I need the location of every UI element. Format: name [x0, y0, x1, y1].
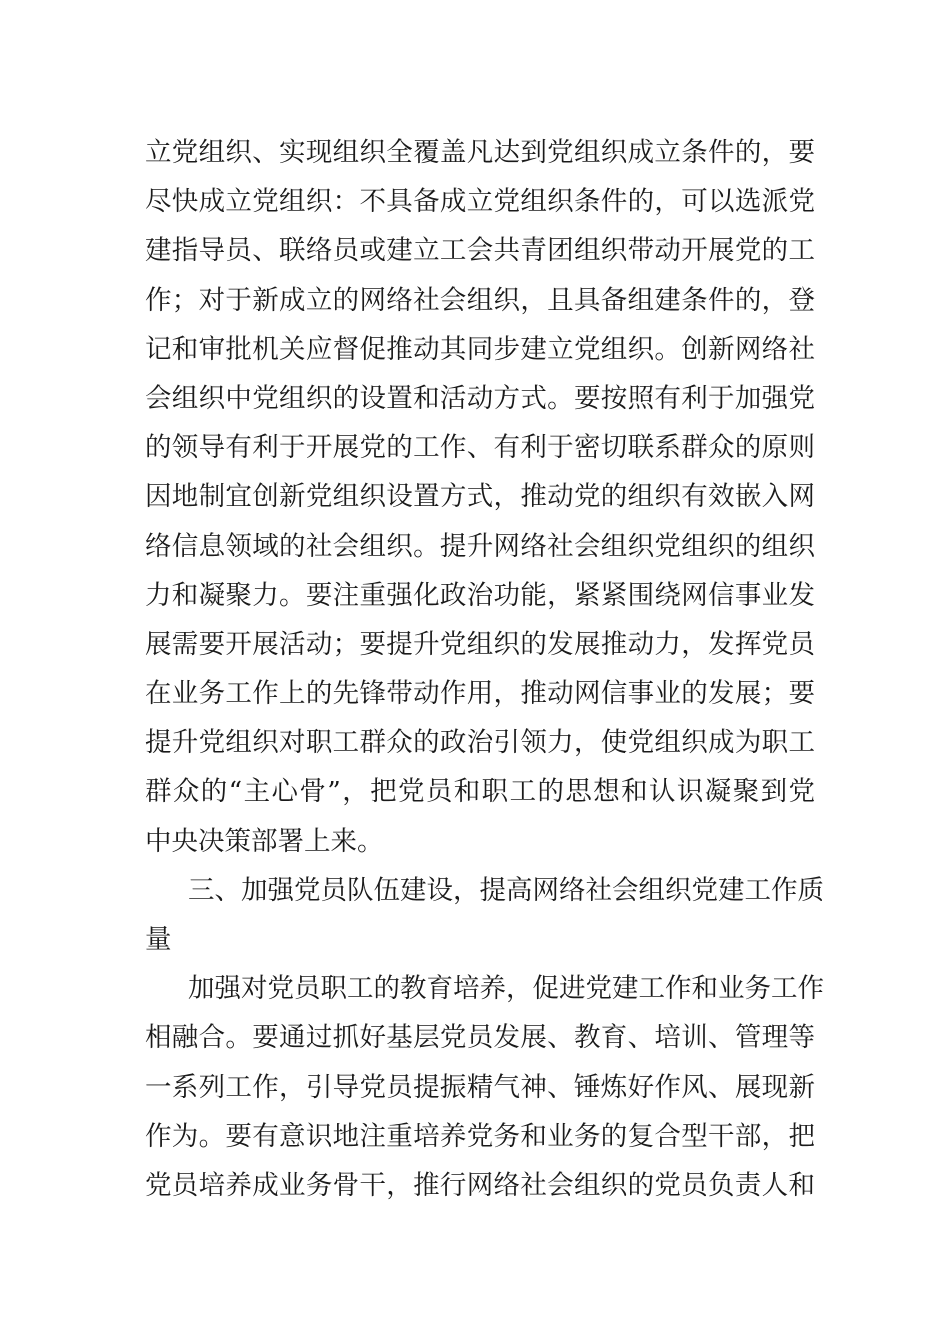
- text-line: 络信息领域的社会组织。提升网络社会组织党组织的组织: [145, 530, 815, 562]
- text-line: 作为。要有意识地注重培养党务和业务的复合型干部，把: [145, 1120, 815, 1152]
- text-line: 建指导员、联络员或建立工会共青团组织带动开展党的工: [145, 235, 815, 267]
- text-line: 立党组织、实现组织全覆盖凡达到党组织成立条件的，要: [145, 137, 815, 168]
- text-line: 的领导有利于开展党的工作、有利于密切联系群众的原则: [145, 432, 815, 464]
- text-line: 尽快成立党组织：不具备成立党组织条件的，可以选派党: [145, 186, 815, 218]
- body-text: [145, 128, 824, 1210]
- text-line: 会组织中党组织的设置和活动方式。要按照有利于加强党: [145, 382, 815, 414]
- text-line: 在业务工作上的先锋带动作用，推动网信事业的发展；要: [145, 678, 815, 710]
- text-line: 力和凝聚力。要注重强化政治功能，紧紧围绕网信事业发: [145, 579, 815, 611]
- text-line: 提升党组织对职工群众的政治引领力，使党组织成为职工: [145, 727, 815, 759]
- text-line: 展需要开展活动；要提升党组织的发展推动力，发挥党员: [145, 628, 815, 660]
- text-line: 党员培养成业务骨干，推行网络社会组织的党员负责人和: [145, 1169, 815, 1201]
- text-line: 群众的“主心骨”，把党员和职工的思想和认识凝聚到党: [145, 776, 815, 808]
- text-line: 一系列工作，引导党员提振精气神、锤炼好作风、展现新: [145, 1071, 815, 1103]
- text-line: 作；对于新成立的网络社会组织，且具备组建条件的，登: [145, 284, 815, 316]
- section-heading: 三、加强党员队伍建设，提高网络社会组织党建工作质: [188, 874, 824, 906]
- section-heading-continued: 量: [145, 924, 172, 955]
- text-line: 相融合。要通过抓好基层党员发展、教育、培训、管理等: [145, 1022, 815, 1054]
- text-line: 因地制宜创新党组织设置方式，推动党的组织有效嵌入网: [145, 481, 815, 513]
- text-line: 记和审批机关应督促推动其同步建立党组织。创新网络社: [145, 333, 815, 365]
- text-line: 加强对党员职工的教育培养，促进党建工作和业务工作: [188, 973, 824, 1005]
- text-line: 中央决策部署上来。: [145, 825, 384, 857]
